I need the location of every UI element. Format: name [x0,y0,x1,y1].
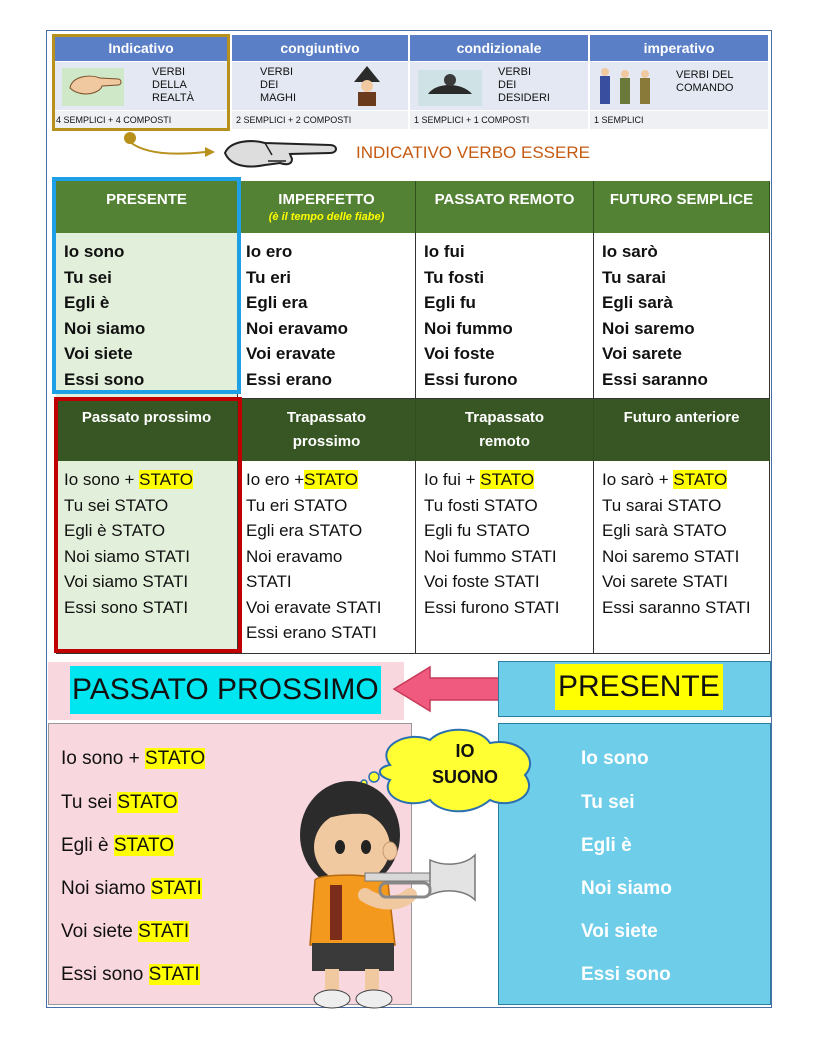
mood-description-line: REALTÀ [152,92,194,104]
compound-tense-conjugation [416,461,594,654]
highlighted-participle: STATO [144,748,206,769]
tense-name-line: Trapassato [464,409,545,426]
passato-row [61,964,200,986]
conjugation-text: STATI [246,572,292,591]
mood-description [498,66,550,105]
conjugation-row: Tu sarai [602,267,666,287]
conjugation-text: Tu sei [61,792,118,813]
conjugation-text: Egli è STATO [64,521,166,540]
pointing-hand-icon [220,133,340,173]
conjugation-row: Io sono [64,242,125,261]
conjugation-text: Voi siamo STATI [64,572,189,591]
tense-name: PRESENTE [106,191,187,208]
conjugation-row [602,467,769,493]
soldiers-icon [596,64,666,108]
conjugation-text: Egli è [61,835,114,856]
mood-body [410,62,588,110]
conjugation-row [424,569,593,595]
conjugation-text: Io sono + [64,470,140,489]
mood-description [260,66,296,105]
tense-name-line: remoto [479,433,530,450]
conjugation-row: Voi sarete [602,344,683,363]
compound-tense-header [594,399,770,461]
conjugation-text: Io ero + [246,470,305,489]
presente-title: PRESENTE [555,664,723,710]
simple-tense-conjugation [238,233,416,399]
conjugation-row [424,544,593,570]
highlighted-participle: STATI [148,964,200,985]
conjugation-row [246,493,415,519]
mood-tense-count: 1 SEMPLICI + 1 COMPOSTI [410,111,588,129]
conjugation-text: Noi siamo STATI [64,546,190,566]
conjugation-text: Io fui + [424,470,481,489]
passato-row [61,792,178,814]
presente-row: Voi siete [581,921,658,942]
highlighted-participle: STATO [673,470,728,489]
conjugation-row [424,467,593,493]
mood-body [232,62,408,110]
bubble-line-2: SUONO [431,767,498,787]
highlighted-participle: STATI [150,878,202,899]
boy-trumpet-illustration [270,755,485,1015]
highlighted-participle: STATO [304,470,358,489]
conjugation-row: Essi saranno [602,369,708,389]
mood-description [676,69,733,95]
mood-description-line: VERBI [498,66,532,78]
mood-description-line: MAGHI [260,92,297,104]
mood-tense-count: 1 SEMPLICI [590,111,768,129]
conjugation-row: Io fui [424,242,465,261]
presente-row: Tu sei [581,792,635,813]
mood-description-line: DEI [260,79,279,91]
tense-name-line: Trapassato [286,409,367,426]
conjugation-row: Tu fosti [424,267,485,287]
passato-row [61,921,189,943]
conjugation-row [246,467,415,493]
conjugation-text: Essi sono [61,964,149,985]
mood-name: Indicativo [52,35,230,61]
conjugation-text: Essi furono STATI [424,597,560,617]
conjugation-row: Voi foste [424,344,495,363]
highlighted-participle: STATO [113,835,174,856]
conjugation-row [246,544,415,570]
conjugation-text: Tu sarai STATO [602,495,722,515]
mood-description-line: VERBI [260,66,294,78]
conjugation-row: Noi saremo [602,318,695,338]
conjugation-row [246,518,415,544]
compound-tense-conjugation [238,461,416,654]
simple-tense-conjugation [594,233,770,399]
presente-row: Egli è [581,835,632,856]
conjugation-text: Tu fosti STATO [424,495,538,515]
highlighted-participle: STATO [117,792,178,813]
mood-description-line: DEI [498,79,517,91]
tense-name: PASSATO REMOTO [434,191,575,208]
conjugation-row: Noi fummo [424,318,513,338]
bubble-line-1: IO [455,741,475,761]
passato-prossimo-highlight-frame [54,397,242,653]
presente-highlight-frame [52,177,241,394]
conjugation-row [602,518,769,544]
wizard-icon [332,64,402,108]
mood-name: imperativo [590,35,768,61]
conjugation-text: Voi sarete STATI [602,572,728,591]
mood-description-line: DESIDERI [498,92,550,104]
conjugation-row: Io sarò [602,242,658,261]
conjugation-row [602,595,769,621]
conjugation-row [602,569,769,595]
simple-tense-header [416,181,594,233]
conjugation-text: Noi eravamo [246,546,343,566]
conjugation-row [246,569,415,595]
conjugation-row: Noi siamo [64,318,146,338]
mood-name: condizionale [410,35,588,61]
conjugation-text: Essi erano STATI [246,623,377,642]
conjugation-row: Voi eravate [246,344,336,363]
conjugation-text: Tu eri STATO [246,495,348,515]
mood-tab-1 [232,35,408,129]
conjugation-row: Egli sarà [602,293,673,312]
mood-tab-3 [590,35,768,129]
passato-row [61,878,202,900]
tense-note: (è il tempo delle fiabe) [268,211,385,223]
conjugation-row [246,620,415,646]
conjugation-row: Tu eri [246,267,292,287]
passato-row [61,748,205,770]
conjugation-row: Egli era [246,293,308,312]
conjugation-text: Noi saremo STATI [602,546,740,566]
conjugation-row [246,595,415,621]
conjugation-text: Essi sono STATI [64,597,189,617]
compound-tense-header [416,399,594,461]
conjugation-row: Essi erano [246,369,332,389]
mood-description-line: VERBI DEL [676,69,734,81]
connector-arrow [120,128,220,168]
tense-name-line: Futuro anteriore [623,409,740,426]
conjugation-row [602,493,769,519]
conjugation-row: Voi siete [64,344,133,363]
conjugation-text: Voi siete [61,921,139,942]
presente-row: Essi sono [581,964,671,985]
conjugation-row: Egli fu [424,293,476,312]
conjugation-row: Essi sono [64,369,145,389]
conjugation-text: Noi fummo STATI [424,546,557,566]
conjugation-text: Egli sarà STATO [602,521,727,540]
conjugation-text: Essi saranno STATI [602,597,751,617]
conjugation-text: Io sarò + [602,470,674,489]
passato-prossimo-title: PASSATO PROSSIMO [70,666,381,714]
conjugation-text: Tu sei STATO [64,495,169,515]
conjugation-text: Voi eravate STATI [246,597,382,617]
tense-name-line: prossimo [292,433,361,450]
conjugation-row: Noi eravamo [246,318,349,338]
conjugation-text: Voi foste STATI [424,572,540,591]
tense-name-line: Passato prossimo [81,409,212,426]
conjugation-row [424,595,593,621]
mood-description-line: VERBI [152,66,186,78]
conjugation-row: Essi furono [424,369,518,389]
highlighted-participle: STATI [138,921,190,942]
mood-description-line: COMANDO [676,82,734,94]
conjugation-text: Egli fu STATO [424,521,530,540]
conjugation-row [424,493,593,519]
compound-tense-conjugation [594,461,770,654]
conjugation-text: Io sono + [61,748,145,769]
conjugation-row [602,544,769,570]
genie-lamp-icon [416,64,486,108]
passato-row [61,835,174,857]
tense-name: IMPERFETTO [278,191,375,208]
simple-tense-conjugation [416,233,594,399]
highlighted-participle: STATO [480,470,535,489]
simple-tense-header [594,181,770,233]
conjugation-row: Io ero [246,242,293,261]
mood-tense-count: 2 SEMPLICI + 2 COMPOSTI [232,111,408,129]
conjugation-text: Egli era STATO [246,521,363,540]
mood-name: congiuntivo [232,35,408,61]
simple-tense-header [238,181,416,233]
presente-row: Noi siamo [581,878,672,899]
highlighted-participle: STATO [139,470,193,489]
mood-tab-2 [410,35,588,129]
mood-tense-count: 4 SEMPLICI + 4 COMPOSTI [52,111,230,129]
tense-name: FUTURO SEMPLICE [609,191,754,208]
section-title: INDICATIVO VERBO ESSERE [356,143,590,162]
compound-tense-header [238,399,416,461]
conjugation-row [424,518,593,544]
conjugation-row: Egli è [64,293,110,312]
mood-description-line: DELLA [152,79,187,91]
presente-row: Io sono [581,748,649,769]
mood-body [590,62,768,110]
indicativo-highlight-frame [52,34,230,131]
conjugation-row: Tu sei [64,267,112,287]
conjugation-text: Noi siamo [61,878,151,899]
